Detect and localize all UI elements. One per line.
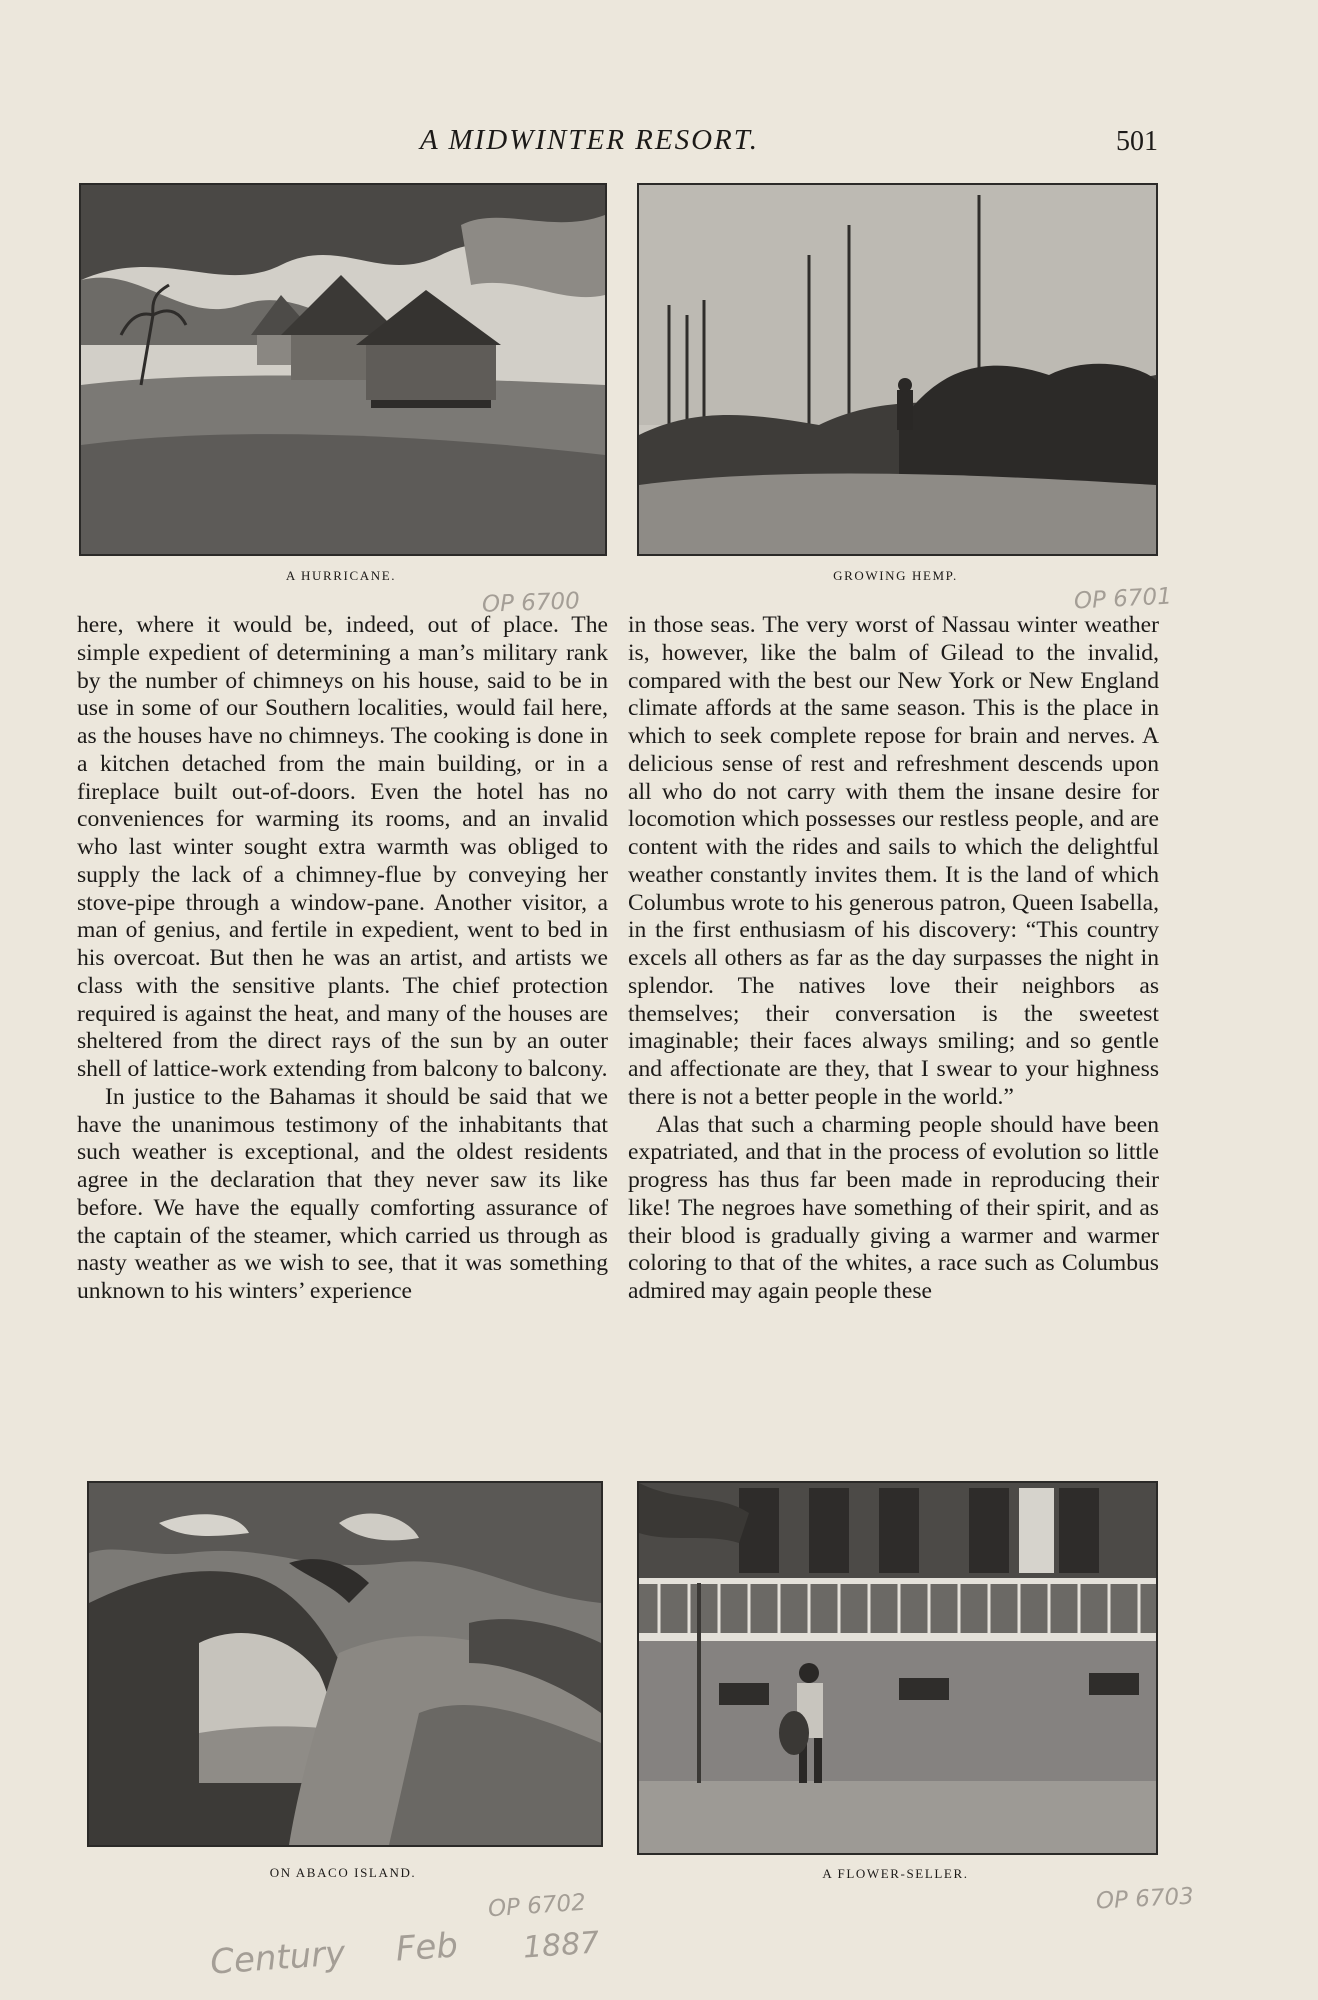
op-6703-annotation: OP 6703 xyxy=(1095,1883,1195,1915)
source-annotation: Century Feb xyxy=(208,1925,460,1983)
abaco-island-engraving xyxy=(89,1483,601,1845)
flower-seller-illustration xyxy=(637,1481,1158,1855)
left-text-column xyxy=(77,612,608,1306)
abaco-island-illustration xyxy=(87,1481,603,1847)
growing-hemp-caption: GROWING HEMP. xyxy=(833,568,958,583)
hurricane-engraving xyxy=(81,185,605,554)
flower-seller-engraving xyxy=(639,1483,1156,1853)
hurricane-caption: A HURRICANE. xyxy=(285,568,397,583)
hurricane-illustration xyxy=(79,183,607,556)
op-6700-annotation: OP 6700 xyxy=(481,588,581,618)
op-6702-annotation: OP 6702 xyxy=(487,1889,587,1923)
right-text-column xyxy=(628,612,1159,1306)
left-paragraph-2: In justice to the Bahamas it should be said that we have the unanimous testimony of the inhabitants that such weather is exceptional, and the oldest residents agree in the declaration that they never saw its like before. We have the equally comforting assurance of the captain of the steamer, which carried us through as nasty weather as we wish to see, that it was something unknown to his winters’ experience xyxy=(77,1083,608,1304)
growing-hemp-engraving xyxy=(639,185,1156,554)
page-number: 501 xyxy=(1116,126,1158,157)
page-title: A MIDWINTER RESORT. xyxy=(420,124,759,156)
left-paragraph-1: here, where it would be, indeed, out of place. The simple expedient of determining a man’s military rank by the number of chimneys on his house, said to be in use in some of our Southern localities, would fail here, as the houses have no chimneys. The cooking is done in a kitchen detached from the main building, or in a fireplace built out-of-doors. Even the hotel has no conveniences for warming its rooms, and an invalid who last winter sought extra warmth was obliged to supply the lack of a chimney-flue by conveying her stove-pipe through a window-pane. Another visitor, a man of genius, and fertile in expedient, went to bed in his overcoat. But then he was an artist, and artists we class with the sensitive plants. The chief protection required is against the heat, and many of the houses are sheltered from the direct rays of the sun by an outer shell of lattice-work extending from balcony to balcony. xyxy=(77,612,608,1082)
flower-seller-caption: A FLOWER-SELLER. xyxy=(822,1866,969,1881)
op-6701-annotation: OP 6701 xyxy=(1073,583,1173,615)
right-paragraph-2: Alas that such a charming people should have been expatriated, and that in the process of evolution so little progress has thus far been made in reproducing their like! The negroes have something of their spirit, and as their blood is gradually giving a warmer and warmer coloring to that of the whites, a race such as Columbus admired may again people these xyxy=(628,1111,1159,1304)
right-paragraph-1: in those seas. The very worst of Nassau winter weather is, however, like the balm of Gilead to the invalid, compared with the best our New York or New England climate affords at the same season. This is the place in which to seek complete repose for brain and nerves. A delicious sense of rest and refreshment descends upon all who do not carry with them the insane desire for locomotion which possesses our restless people, and are content with the rides and sails to which the delightful weather constantly invites them. It is the land of which Columbus wrote to his generous patron, Queen Isabella, in the first enthusiasm of his discovery: “This country excels all others as far as the day surpasses the night in splendor. The natives love their neighbors as themselves; their conversation is the sweetest imaginable; their faces always smiling; and so gentle and affectionate are they, that I swear to your highness there is not a better people in the world.” xyxy=(628,612,1159,1110)
year-annotation: 1887 xyxy=(521,1925,601,1966)
growing-hemp-illustration xyxy=(637,183,1158,556)
abaco-island-caption: ON ABACO ISLAND. xyxy=(269,1865,417,1880)
